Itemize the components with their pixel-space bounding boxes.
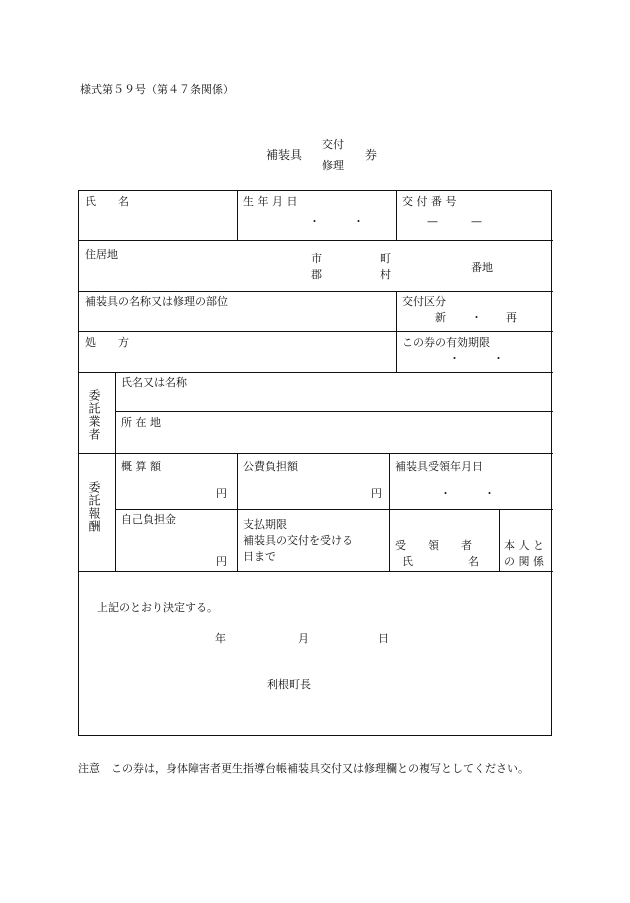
form-note: 注意 この券は，身体障害者更生指導台帳補装具交付又は修理欄との複写としてください。 [78,762,529,775]
name-label: 氏 名 [85,195,129,208]
decision-text: 上記のとおり決定する。 [97,601,218,614]
row-line-2 [79,291,553,292]
row-line-1 [79,240,553,241]
row-line-3 [79,331,553,332]
contractor-location-label: 所 在 地 [121,416,161,429]
issue-number-label: 交 付 番 号 [402,195,457,208]
address-city: 市 [311,252,322,265]
receive-date-label: 補装具受領年月日 [395,460,483,473]
form-title-right: 券 [365,148,378,162]
payment-deadline-line2: 補装具の交付を受ける [243,534,353,547]
estimate-yen: 円 [216,487,227,500]
self-burden-yen: 円 [216,555,227,568]
prescription-label: 処 方 [85,336,129,349]
row-line-6 [79,453,553,454]
payment-deadline-label: 支払期限 [243,518,287,531]
relation-label-top: 本 人 と [504,539,544,552]
decision-year: 年 [215,632,226,645]
valid-until-dots: ・ ・ [449,352,504,365]
issue-category-re: 再 [506,311,517,324]
col-line-1-bottom [237,453,238,571]
address-lot: 番地 [471,261,493,274]
form-frame [78,190,552,736]
payment-deadline-line3: 日まで [243,550,276,563]
form-number: 様式第５９号（第４７条関係） [80,83,234,96]
decision-month: 月 [298,632,309,645]
col-line-1-top [237,191,238,240]
address-district: 郡 [311,268,322,281]
device-name-label: 補装具の名称又は修理の部位 [85,295,228,308]
issuer: 利根町長 [267,678,311,691]
birth-label: 生 年 月 日 [243,195,298,208]
valid-until-label: この券の有効期限 [402,336,490,349]
col-line-2-top [396,191,397,240]
row-line-8 [79,571,553,572]
receive-date-dots: ・ ・ [440,487,495,500]
issue-category-label: 交付区分 [402,295,446,308]
issue-category-new: 新 [435,311,446,324]
issue-number-dashes: — — [427,215,482,228]
receiver-label-bottom: 氏 名 [402,555,479,568]
col-line-left-inner [115,372,116,571]
col-line-3-bottom [499,509,500,571]
row-line-7 [115,509,553,510]
decision-day: 日 [378,632,389,645]
col-line-2-middle [396,291,397,372]
form-title-left: 補装具 [266,148,303,162]
contractor-name-label: 氏名又は名称 [121,376,187,389]
birth-dots: ・ ・ [309,215,364,228]
form-title-top: 交付 [322,138,344,151]
row-line-4 [79,372,553,373]
contractor-label: 委託業者 [87,389,101,441]
estimate-label: 概 算 額 [121,460,161,473]
col-line-2-bottom [389,453,390,571]
address-label: 住居地 [85,248,118,261]
issue-category-dot: ・ [471,311,482,324]
public-burden-label: 公費負担額 [243,460,298,473]
row-line-5 [115,411,553,412]
address-village: 村 [380,268,391,281]
public-burden-yen: 円 [371,487,382,500]
reward-label: 委託報酬 [87,481,101,533]
relation-label-bottom: の 関 係 [504,555,544,568]
receiver-label-top: 受 領 者 [395,539,472,552]
address-town: 町 [380,252,391,265]
form-title-bottom: 修理 [322,159,344,172]
self-burden-label: 自己負担金 [121,513,176,526]
